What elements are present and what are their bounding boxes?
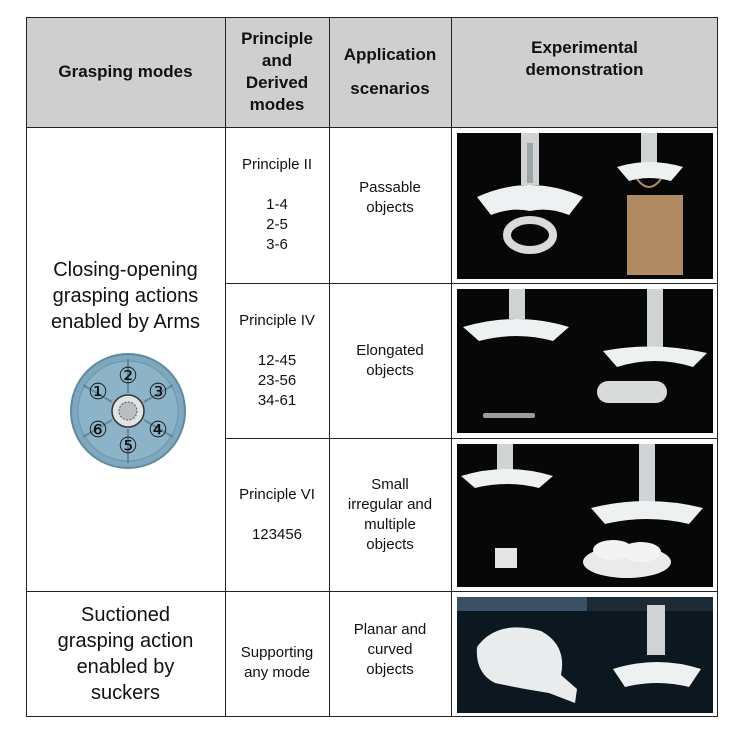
scenario-text: objects: [366, 361, 414, 379]
header-grasping-modes: [26, 17, 225, 127]
mode-text-line: Suctioned: [81, 604, 170, 626]
column-divider: [225, 17, 226, 717]
scenario-text: Passable: [359, 179, 421, 196]
mode-text-line: grasping actions: [52, 285, 199, 307]
diagram-label-3: ③: [148, 380, 168, 405]
principle-name: Principle II: [241, 156, 313, 173]
principle-name: Principle IV: [239, 311, 315, 329]
principle-name: any mode: [244, 664, 310, 681]
scenario-text: Planar and: [353, 621, 427, 638]
scenario-text: objects: [366, 535, 414, 553]
mode-text-line: enabled by Arms: [51, 311, 200, 333]
scenario-text: Elongated: [356, 341, 424, 359]
scenario-cell-2: [329, 283, 451, 438]
diagram-label-2: ②: [118, 364, 138, 389]
header-grasping-modes-text: Grasping modes: [58, 62, 193, 81]
header-demonstration-line: Experimental: [531, 38, 638, 57]
principle-name: Principle VI: [239, 485, 315, 503]
diagram-label-1: ①: [88, 380, 108, 405]
column-divider: [451, 17, 452, 717]
grasping-table: [26, 17, 718, 717]
mode-text-line: enabled by: [76, 656, 175, 678]
table-border-bottom: [26, 716, 718, 717]
photo-small-objects: [457, 444, 713, 587]
arms-diagram: [68, 351, 188, 471]
header-application-line: Application: [343, 45, 437, 64]
scenario-text: objects: [366, 199, 414, 216]
principle-cell-3: [225, 438, 329, 591]
header-demonstration-line: demonstration: [525, 60, 644, 79]
mode-suctioned: [26, 591, 225, 717]
derived-mode: 3-6: [266, 236, 288, 253]
scenario-cell-4: [329, 591, 451, 717]
mode-text-line: grasping action: [57, 630, 194, 652]
derived-mode: 23-56: [257, 371, 297, 389]
scenario-text: objects: [366, 661, 414, 678]
principle-cell-4: [225, 591, 329, 717]
table-border-top: [26, 17, 718, 18]
mode-text-line: Closing-opening: [53, 259, 198, 281]
table-border-left: [26, 17, 27, 717]
principle-cell-1: [225, 127, 329, 283]
header-principle-line: Principle: [241, 29, 313, 48]
principle-cell-2: [225, 283, 329, 438]
derived-mode: 34-61: [257, 391, 297, 409]
derived-mode: 12-45: [257, 351, 297, 369]
header-application: [329, 17, 451, 127]
header-principle-line: and: [261, 51, 293, 70]
header-principle-line: modes: [249, 95, 305, 114]
diagram-label-5: ⑤: [118, 434, 138, 459]
derived-mode: 2-5: [266, 216, 288, 233]
scenario-cell-1: [329, 127, 451, 283]
photo-passable-objects: [457, 133, 713, 279]
diagram-label-4: ④: [148, 418, 168, 443]
column-divider: [329, 17, 330, 717]
scenario-text: curved: [367, 641, 413, 658]
row-divider: [26, 591, 718, 592]
scenario-text: multiple: [364, 515, 416, 533]
photo-elongated-objects: [457, 289, 713, 433]
diagram-label-6: ⑥: [88, 418, 108, 443]
row-divider: [26, 127, 718, 128]
header-demonstration: [451, 17, 718, 127]
row-divider: [225, 283, 718, 284]
header-principle-line: Derived: [245, 73, 309, 92]
mode-text-line: suckers: [91, 682, 160, 704]
header-application-line: scenarios: [350, 79, 430, 98]
scenario-text: irregular and: [347, 495, 433, 513]
photo-planar-curved-objects: [457, 597, 713, 713]
derived-mode: 123456: [251, 525, 303, 543]
derived-mode: 1-4: [266, 196, 288, 213]
header-principle: [225, 17, 329, 127]
scenario-text: Small: [371, 475, 409, 493]
row-divider: [225, 438, 718, 439]
scenario-cell-3: [329, 438, 451, 591]
principle-name: Supporting: [240, 644, 314, 661]
table-border-right: [717, 17, 718, 717]
